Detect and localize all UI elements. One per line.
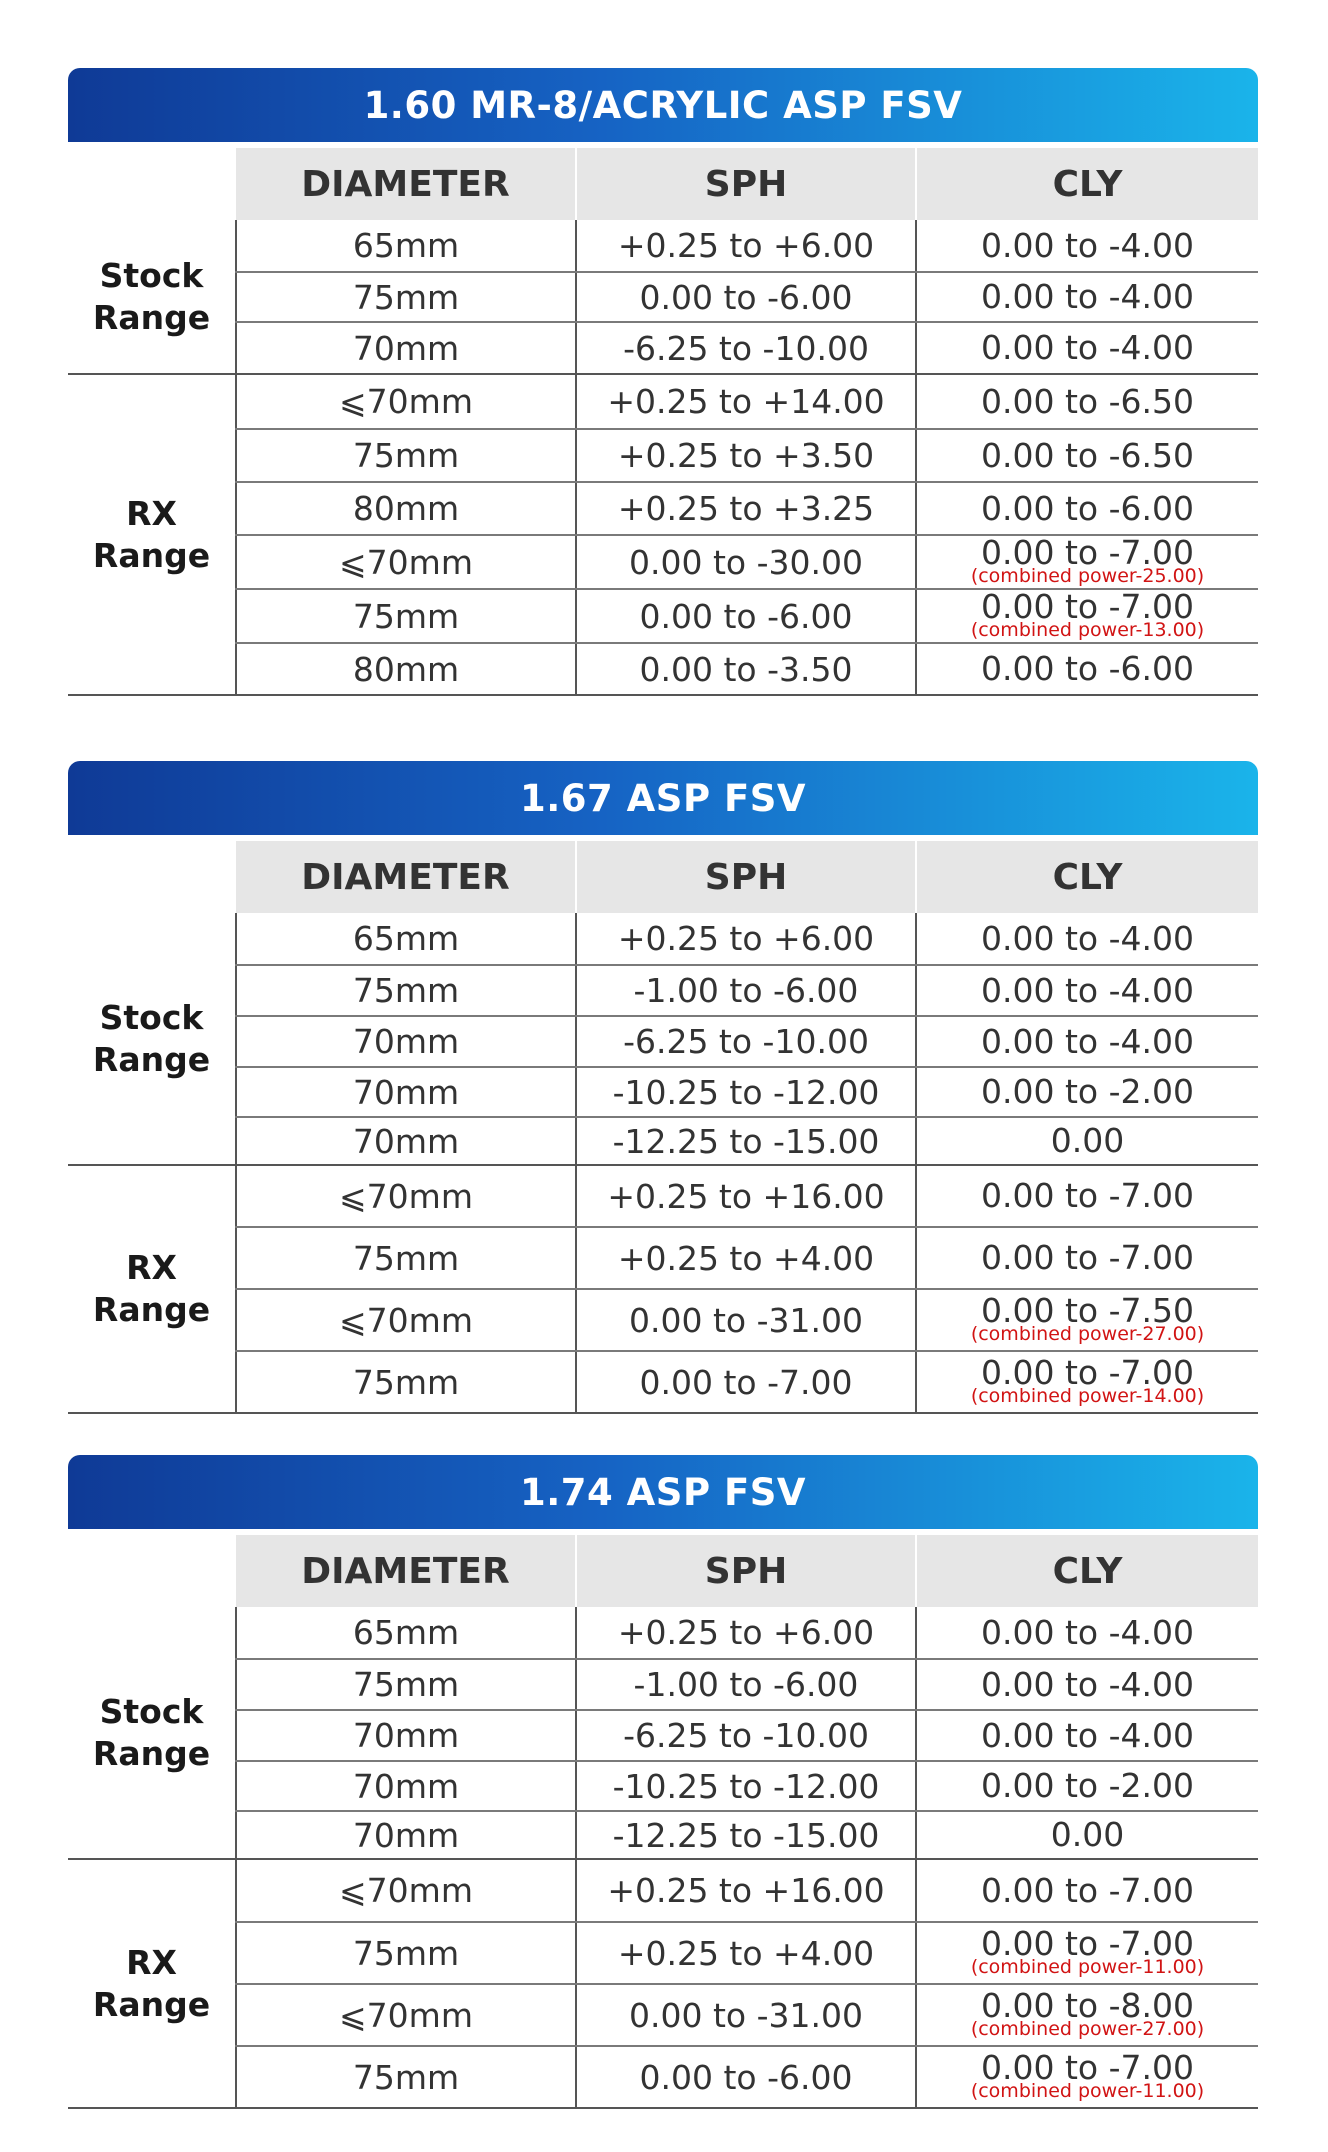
table-title: 1.67 ASP FSV [68, 761, 1258, 835]
group-label-line: RX [126, 1942, 177, 1982]
group-label-line: Range [92, 297, 211, 337]
table-row [68, 535, 1258, 589]
table-row [68, 1659, 1258, 1710]
group-label-rx [68, 1165, 236, 1413]
sph-cell: 0.00 to -6.00 [576, 589, 916, 643]
combined-power-note: (combined power-13.00) [970, 619, 1205, 641]
cly-value: 0.00 to -4.00 [981, 1664, 1194, 1704]
spec-table-3 [68, 1455, 1258, 2109]
cly-cell [916, 1984, 1258, 2046]
diameter-cell: 75mm [236, 1922, 576, 1984]
sph-cell: -1.00 to -6.00 [576, 1659, 916, 1710]
sph-cell: -10.25 to -12.00 [576, 1067, 916, 1117]
sph-cell: -1.00 to -6.00 [576, 965, 916, 1016]
combined-power-note: (combined power-27.00) [970, 2018, 1205, 2040]
cly-value: 0.00 to -2.00 [981, 1072, 1194, 1111]
table-title: 1.60 MR-8/ACRYLIC ASP FSV [68, 68, 1258, 142]
diameter-cell: 70mm [236, 1811, 576, 1859]
table-title: 1.74 ASP FSV [68, 1455, 1258, 1529]
diameter-cell: ⩽70mm [236, 374, 576, 429]
sph-cell: +0.25 to +4.00 [576, 1922, 916, 1984]
cly-cell [916, 1859, 1258, 1922]
diameter-cell: 80mm [236, 643, 576, 695]
cly-value: 0.00 to -6.00 [981, 649, 1194, 688]
header-diameter: DIAMETER [236, 1535, 576, 1607]
sph-cell: +0.25 to +16.00 [576, 1165, 916, 1227]
diameter-cell: ⩽70mm [236, 535, 576, 589]
sph-cell: +0.25 to +6.00 [576, 220, 916, 272]
sph-cell: +0.25 to +6.00 [576, 913, 916, 965]
cly-cell [916, 535, 1258, 589]
sph-cell: 0.00 to -31.00 [576, 1289, 916, 1351]
cly-value: 0.00 to -4.00 [981, 1612, 1194, 1652]
group-label-line: Stock [99, 1691, 204, 1731]
header-sph: SPH [576, 841, 916, 913]
group-label-line: Range [92, 1039, 211, 1079]
group-label-rx [68, 1859, 236, 2108]
table-row [68, 965, 1258, 1016]
cly-cell [916, 1922, 1258, 1984]
header-cly: CLY [916, 841, 1258, 913]
table-row [68, 1227, 1258, 1289]
group-label-stock [68, 220, 236, 374]
cly-value: 0.00 to -7.00 [981, 533, 1194, 572]
sph-cell: +0.25 to +14.00 [576, 374, 916, 429]
diameter-cell: 70mm [236, 1016, 576, 1067]
cly-value: 0.00 to -7.00 [981, 2048, 1194, 2087]
group-label-line: RX [126, 1248, 177, 1287]
table-row [68, 1117, 1258, 1165]
table-row [68, 1289, 1258, 1351]
diameter-cell: 70mm [236, 1710, 576, 1761]
diameter-cell: ⩽70mm [236, 1165, 576, 1227]
diameter-cell: ⩽70mm [236, 1859, 576, 1922]
sph-cell: +0.25 to +16.00 [576, 1859, 916, 1922]
cly-value: 0.00 to -7.00 [981, 1924, 1194, 1963]
cly-value: 0.00 to -4.00 [981, 1021, 1194, 1061]
header-diameter: DIAMETER [236, 148, 576, 220]
sph-cell: 0.00 to -7.00 [576, 1351, 916, 1413]
cly-cell [916, 1165, 1258, 1227]
sph-cell: 0.00 to -6.00 [576, 2046, 916, 2108]
cly-value: 0.00 to -4.00 [981, 277, 1194, 316]
cly-cell [916, 322, 1258, 374]
group-label-stock [68, 913, 236, 1165]
spec-grid [68, 835, 1258, 1414]
diameter-cell: 75mm [236, 1659, 576, 1710]
table-row [68, 272, 1258, 322]
cly-value: 0.00 [1050, 1815, 1125, 1854]
table-row [68, 1607, 1258, 1659]
diameter-cell: 75mm [236, 965, 576, 1016]
spec-table-1 [68, 68, 1258, 696]
group-label-rx [68, 374, 236, 695]
cly-value: 0.00 to -6.50 [981, 435, 1194, 475]
cly-value: 0.00 to -4.00 [981, 225, 1194, 265]
cly-value: 0.00 to -4.00 [981, 1715, 1194, 1755]
table-row [68, 1761, 1258, 1811]
cly-value: 0.00 to -8.00 [981, 1986, 1194, 2025]
cly-value: 0.00 to -4.00 [981, 328, 1194, 367]
table-row [68, 220, 1258, 272]
header-row [68, 841, 1258, 913]
diameter-cell: 75mm [236, 1351, 576, 1413]
cly-value: 0.00 [1050, 1121, 1125, 1160]
sph-cell: 0.00 to -31.00 [576, 1984, 916, 2046]
group-label-line: Stock [99, 997, 204, 1037]
diameter-cell: 70mm [236, 1117, 576, 1165]
table-row [68, 374, 1258, 429]
cly-cell [916, 1811, 1258, 1859]
table-row [68, 1165, 1258, 1227]
diameter-cell: 70mm [236, 322, 576, 374]
combined-power-note: (combined power-11.00) [970, 2080, 1205, 2102]
sph-cell: -6.25 to -10.00 [576, 1710, 916, 1761]
cly-cell [916, 589, 1258, 643]
cly-cell [916, 1289, 1258, 1351]
cly-cell [916, 643, 1258, 695]
header-sph: SPH [576, 148, 916, 220]
group-label-line: RX [126, 493, 177, 533]
sph-cell: 0.00 to -6.00 [576, 272, 916, 322]
spec-grid [68, 142, 1258, 696]
cly-cell [916, 374, 1258, 429]
cly-value: 0.00 to -6.00 [981, 488, 1194, 528]
table-row [68, 1016, 1258, 1067]
cly-cell [916, 1659, 1258, 1710]
group-label-line: Range [92, 535, 211, 575]
header-row [68, 148, 1258, 220]
cly-cell [916, 1761, 1258, 1811]
table-row [68, 1710, 1258, 1761]
spec-grid [68, 1529, 1258, 2109]
cly-value: 0.00 to -6.50 [981, 381, 1194, 421]
diameter-cell: 75mm [236, 272, 576, 322]
group-label-stock [68, 1607, 236, 1859]
cly-cell [916, 1351, 1258, 1413]
diameter-cell: ⩽70mm [236, 1984, 576, 2046]
sph-cell: -12.25 to -15.00 [576, 1811, 916, 1859]
table-row [68, 429, 1258, 482]
cly-cell [916, 1067, 1258, 1117]
combined-power-note: (combined power-11.00) [970, 1956, 1205, 1978]
header-cly: CLY [916, 1535, 1258, 1607]
sph-cell: -12.25 to -15.00 [576, 1117, 916, 1165]
cly-value: 0.00 to -7.00 [981, 587, 1194, 626]
diameter-cell: 65mm [236, 913, 576, 965]
table-row [68, 482, 1258, 535]
cly-cell [916, 1117, 1258, 1165]
table-row [68, 1811, 1258, 1859]
sph-cell: -6.25 to -10.00 [576, 322, 916, 374]
diameter-cell: 65mm [236, 220, 576, 272]
cly-cell [916, 1016, 1258, 1067]
diameter-cell: 70mm [236, 1067, 576, 1117]
diameter-cell: 75mm [236, 1227, 576, 1289]
cly-cell [916, 272, 1258, 322]
cly-cell [916, 2046, 1258, 2108]
cly-cell [916, 1607, 1258, 1659]
cly-value: 0.00 to -7.00 [981, 1870, 1194, 1910]
combined-power-note: (combined power-27.00) [970, 1323, 1205, 1345]
table-row [68, 1922, 1258, 1984]
sph-cell: +0.25 to +3.50 [576, 429, 916, 482]
sph-cell: +0.25 to +3.25 [576, 482, 916, 535]
cly-value: 0.00 to -7.50 [981, 1291, 1194, 1330]
header-row [68, 1535, 1258, 1607]
spec-table-2 [68, 761, 1258, 1414]
sph-cell: +0.25 to +4.00 [576, 1227, 916, 1289]
cly-cell [916, 220, 1258, 272]
table-row [68, 1859, 1258, 1922]
group-label-line: Range [92, 1733, 211, 1773]
diameter-cell: 65mm [236, 1607, 576, 1659]
sph-cell: -10.25 to -12.00 [576, 1761, 916, 1811]
cly-cell [916, 482, 1258, 535]
header-cly: CLY [916, 148, 1258, 220]
combined-power-note: (combined power-25.00) [970, 565, 1205, 587]
header-diameter: DIAMETER [236, 841, 576, 913]
table-row [68, 2046, 1258, 2108]
cly-cell [916, 429, 1258, 482]
table-row [68, 1984, 1258, 2046]
table-row [68, 322, 1258, 374]
cly-value: 0.00 to -4.00 [981, 970, 1194, 1010]
diameter-cell: 75mm [236, 429, 576, 482]
combined-power-note: (combined power-14.00) [970, 1385, 1205, 1407]
cly-value: 0.00 to -4.00 [981, 918, 1194, 958]
diameter-cell: 80mm [236, 482, 576, 535]
diameter-cell: 75mm [236, 2046, 576, 2108]
header-sph: SPH [576, 1535, 916, 1607]
cly-value: 0.00 to -2.00 [981, 1766, 1194, 1805]
table-row [68, 589, 1258, 643]
group-label-line: Range [92, 1984, 211, 2024]
cly-value: 0.00 to -7.00 [981, 1238, 1194, 1277]
table-row [68, 643, 1258, 695]
diameter-cell: 70mm [236, 1761, 576, 1811]
cly-cell [916, 913, 1258, 965]
cly-cell [916, 965, 1258, 1016]
cly-value: 0.00 to -7.00 [981, 1176, 1194, 1215]
sph-cell: 0.00 to -30.00 [576, 535, 916, 589]
cly-value: 0.00 to -7.00 [981, 1353, 1194, 1392]
table-row [68, 1067, 1258, 1117]
diameter-cell: ⩽70mm [236, 1289, 576, 1351]
table-row [68, 1351, 1258, 1413]
group-label-line: Stock [99, 255, 204, 295]
sph-cell: 0.00 to -3.50 [576, 643, 916, 695]
sph-cell: -6.25 to -10.00 [576, 1016, 916, 1067]
group-label-line: Range [92, 1290, 211, 1329]
table-row [68, 913, 1258, 965]
cly-cell [916, 1710, 1258, 1761]
sph-cell: +0.25 to +6.00 [576, 1607, 916, 1659]
cly-cell [916, 1227, 1258, 1289]
diameter-cell: 75mm [236, 589, 576, 643]
